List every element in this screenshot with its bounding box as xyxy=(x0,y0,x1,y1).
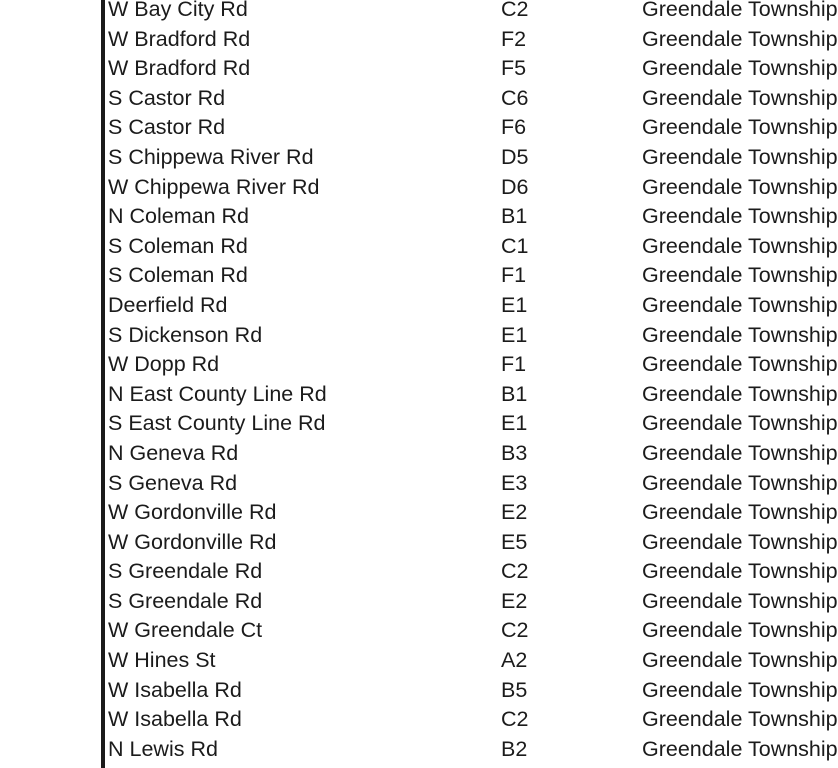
road-name-cell: S Greendale Rd xyxy=(108,559,263,584)
road-name-cell: S Coleman Rd xyxy=(108,233,248,258)
grid-reference-cell: F5 xyxy=(501,56,527,81)
township-cell: Greendale Township xyxy=(642,204,838,229)
township-cell: Greendale Township xyxy=(642,174,838,199)
table-row xyxy=(0,498,838,528)
township-cell: Greendale Township xyxy=(642,707,838,732)
township-cell: Greendale Township xyxy=(642,26,838,51)
road-name-cell: N Lewis Rd xyxy=(108,736,218,761)
road-name-cell: S East County Line Rd xyxy=(108,411,326,436)
grid-reference-cell: C2 xyxy=(501,559,529,584)
grid-reference-cell: C2 xyxy=(501,0,529,21)
township-cell: Greendale Township xyxy=(642,292,838,317)
table-row xyxy=(0,291,838,321)
road-name-cell: S Castor Rd xyxy=(108,115,226,140)
table-row xyxy=(0,646,838,676)
table-row xyxy=(0,232,838,262)
grid-reference-cell: E2 xyxy=(501,588,528,613)
road-name-cell: W Chippewa River Rd xyxy=(108,174,320,199)
grid-reference-cell: D5 xyxy=(501,144,529,169)
grid-reference-cell: F1 xyxy=(501,352,527,377)
grid-reference-cell: B2 xyxy=(501,736,528,761)
township-cell: Greendale Township xyxy=(642,56,838,81)
township-cell: Greendale Township xyxy=(642,144,838,169)
road-name-cell: N East County Line Rd xyxy=(108,381,327,406)
grid-reference-cell: B1 xyxy=(501,204,528,229)
road-name-cell: W Hines St xyxy=(108,648,216,673)
table-row xyxy=(0,0,838,25)
township-cell: Greendale Township xyxy=(642,648,838,673)
table-row xyxy=(0,321,838,351)
table-row xyxy=(0,84,838,114)
road-name-cell: W Gordonville Rd xyxy=(108,529,277,554)
grid-reference-cell: E5 xyxy=(501,529,528,554)
township-cell: Greendale Township xyxy=(642,677,838,702)
road-name-cell: S Greendale Rd xyxy=(108,588,263,613)
grid-reference-cell: E1 xyxy=(501,322,528,347)
township-cell: Greendale Township xyxy=(642,470,838,495)
township-cell: Greendale Township xyxy=(642,352,838,377)
township-cell: Greendale Township xyxy=(642,559,838,584)
township-cell: Greendale Township xyxy=(642,115,838,140)
road-name-cell: W Greendale Ct xyxy=(108,618,263,643)
table-row xyxy=(0,557,838,587)
township-cell: Greendale Township xyxy=(642,381,838,406)
table-row xyxy=(0,409,838,439)
table-row xyxy=(0,350,838,380)
grid-reference-cell: F2 xyxy=(501,26,527,51)
grid-reference-cell: B1 xyxy=(501,381,528,406)
grid-reference-cell: D6 xyxy=(501,174,529,199)
table-row xyxy=(0,469,838,499)
township-cell: Greendale Township xyxy=(642,588,838,613)
township-cell: Greendale Township xyxy=(642,440,838,465)
table-row xyxy=(0,113,838,143)
table-row xyxy=(0,705,838,735)
road-name-cell: W Dopp Rd xyxy=(108,352,220,377)
table-row xyxy=(0,676,838,706)
township-cell: Greendale Township xyxy=(642,529,838,554)
grid-reference-cell: F1 xyxy=(501,263,527,288)
grid-reference-cell: B3 xyxy=(501,440,528,465)
township-cell: Greendale Township xyxy=(642,500,838,525)
grid-reference-cell: C2 xyxy=(501,707,529,732)
road-name-cell: W Gordonville Rd xyxy=(108,500,277,525)
road-name-cell: W Bay City Rd xyxy=(108,0,248,21)
township-cell: Greendale Township xyxy=(642,85,838,110)
township-cell: Greendale Township xyxy=(642,0,838,21)
table-row xyxy=(0,735,838,765)
table-row xyxy=(0,587,838,617)
grid-reference-cell: E2 xyxy=(501,500,528,525)
table-row xyxy=(0,202,838,232)
road-name-cell: W Bradford Rd xyxy=(108,56,251,81)
grid-reference-cell: E1 xyxy=(501,292,528,317)
township-cell: Greendale Township xyxy=(642,618,838,643)
table-row xyxy=(0,380,838,410)
township-cell: Greendale Township xyxy=(642,411,838,436)
road-name-cell: S Coleman Rd xyxy=(108,263,248,288)
table-row xyxy=(0,616,838,646)
road-name-cell: S Chippewa River Rd xyxy=(108,144,314,169)
road-name-cell: W Bradford Rd xyxy=(108,26,251,51)
grid-reference-cell: C2 xyxy=(501,618,529,643)
grid-reference-cell: F6 xyxy=(501,115,527,140)
table-row xyxy=(0,261,838,291)
table-row xyxy=(0,143,838,173)
table-row xyxy=(0,54,838,84)
grid-reference-cell: E1 xyxy=(501,411,528,436)
road-name-cell: S Dickenson Rd xyxy=(108,322,263,347)
road-name-cell: W Isabella Rd xyxy=(108,677,242,702)
road-name-cell: N Coleman Rd xyxy=(108,204,249,229)
table-row xyxy=(0,528,838,558)
road-name-cell: Deerfield Rd xyxy=(108,292,228,317)
table-row xyxy=(0,439,838,469)
road-name-cell: N Geneva Rd xyxy=(108,440,239,465)
table-row xyxy=(0,25,838,55)
table-row xyxy=(0,173,838,203)
township-cell: Greendale Township xyxy=(642,263,838,288)
grid-reference-cell: B5 xyxy=(501,677,528,702)
grid-reference-cell: C6 xyxy=(501,85,529,110)
township-cell: Greendale Township xyxy=(642,322,838,347)
road-name-cell: S Castor Rd xyxy=(108,85,226,110)
grid-reference-cell: A2 xyxy=(501,648,528,673)
grid-reference-cell: E3 xyxy=(501,470,528,495)
road-name-cell: W Isabella Rd xyxy=(108,707,242,732)
township-cell: Greendale Township xyxy=(642,233,838,258)
grid-reference-cell: C1 xyxy=(501,233,529,258)
township-cell: Greendale Township xyxy=(642,736,838,761)
road-name-cell: S Geneva Rd xyxy=(108,470,238,495)
